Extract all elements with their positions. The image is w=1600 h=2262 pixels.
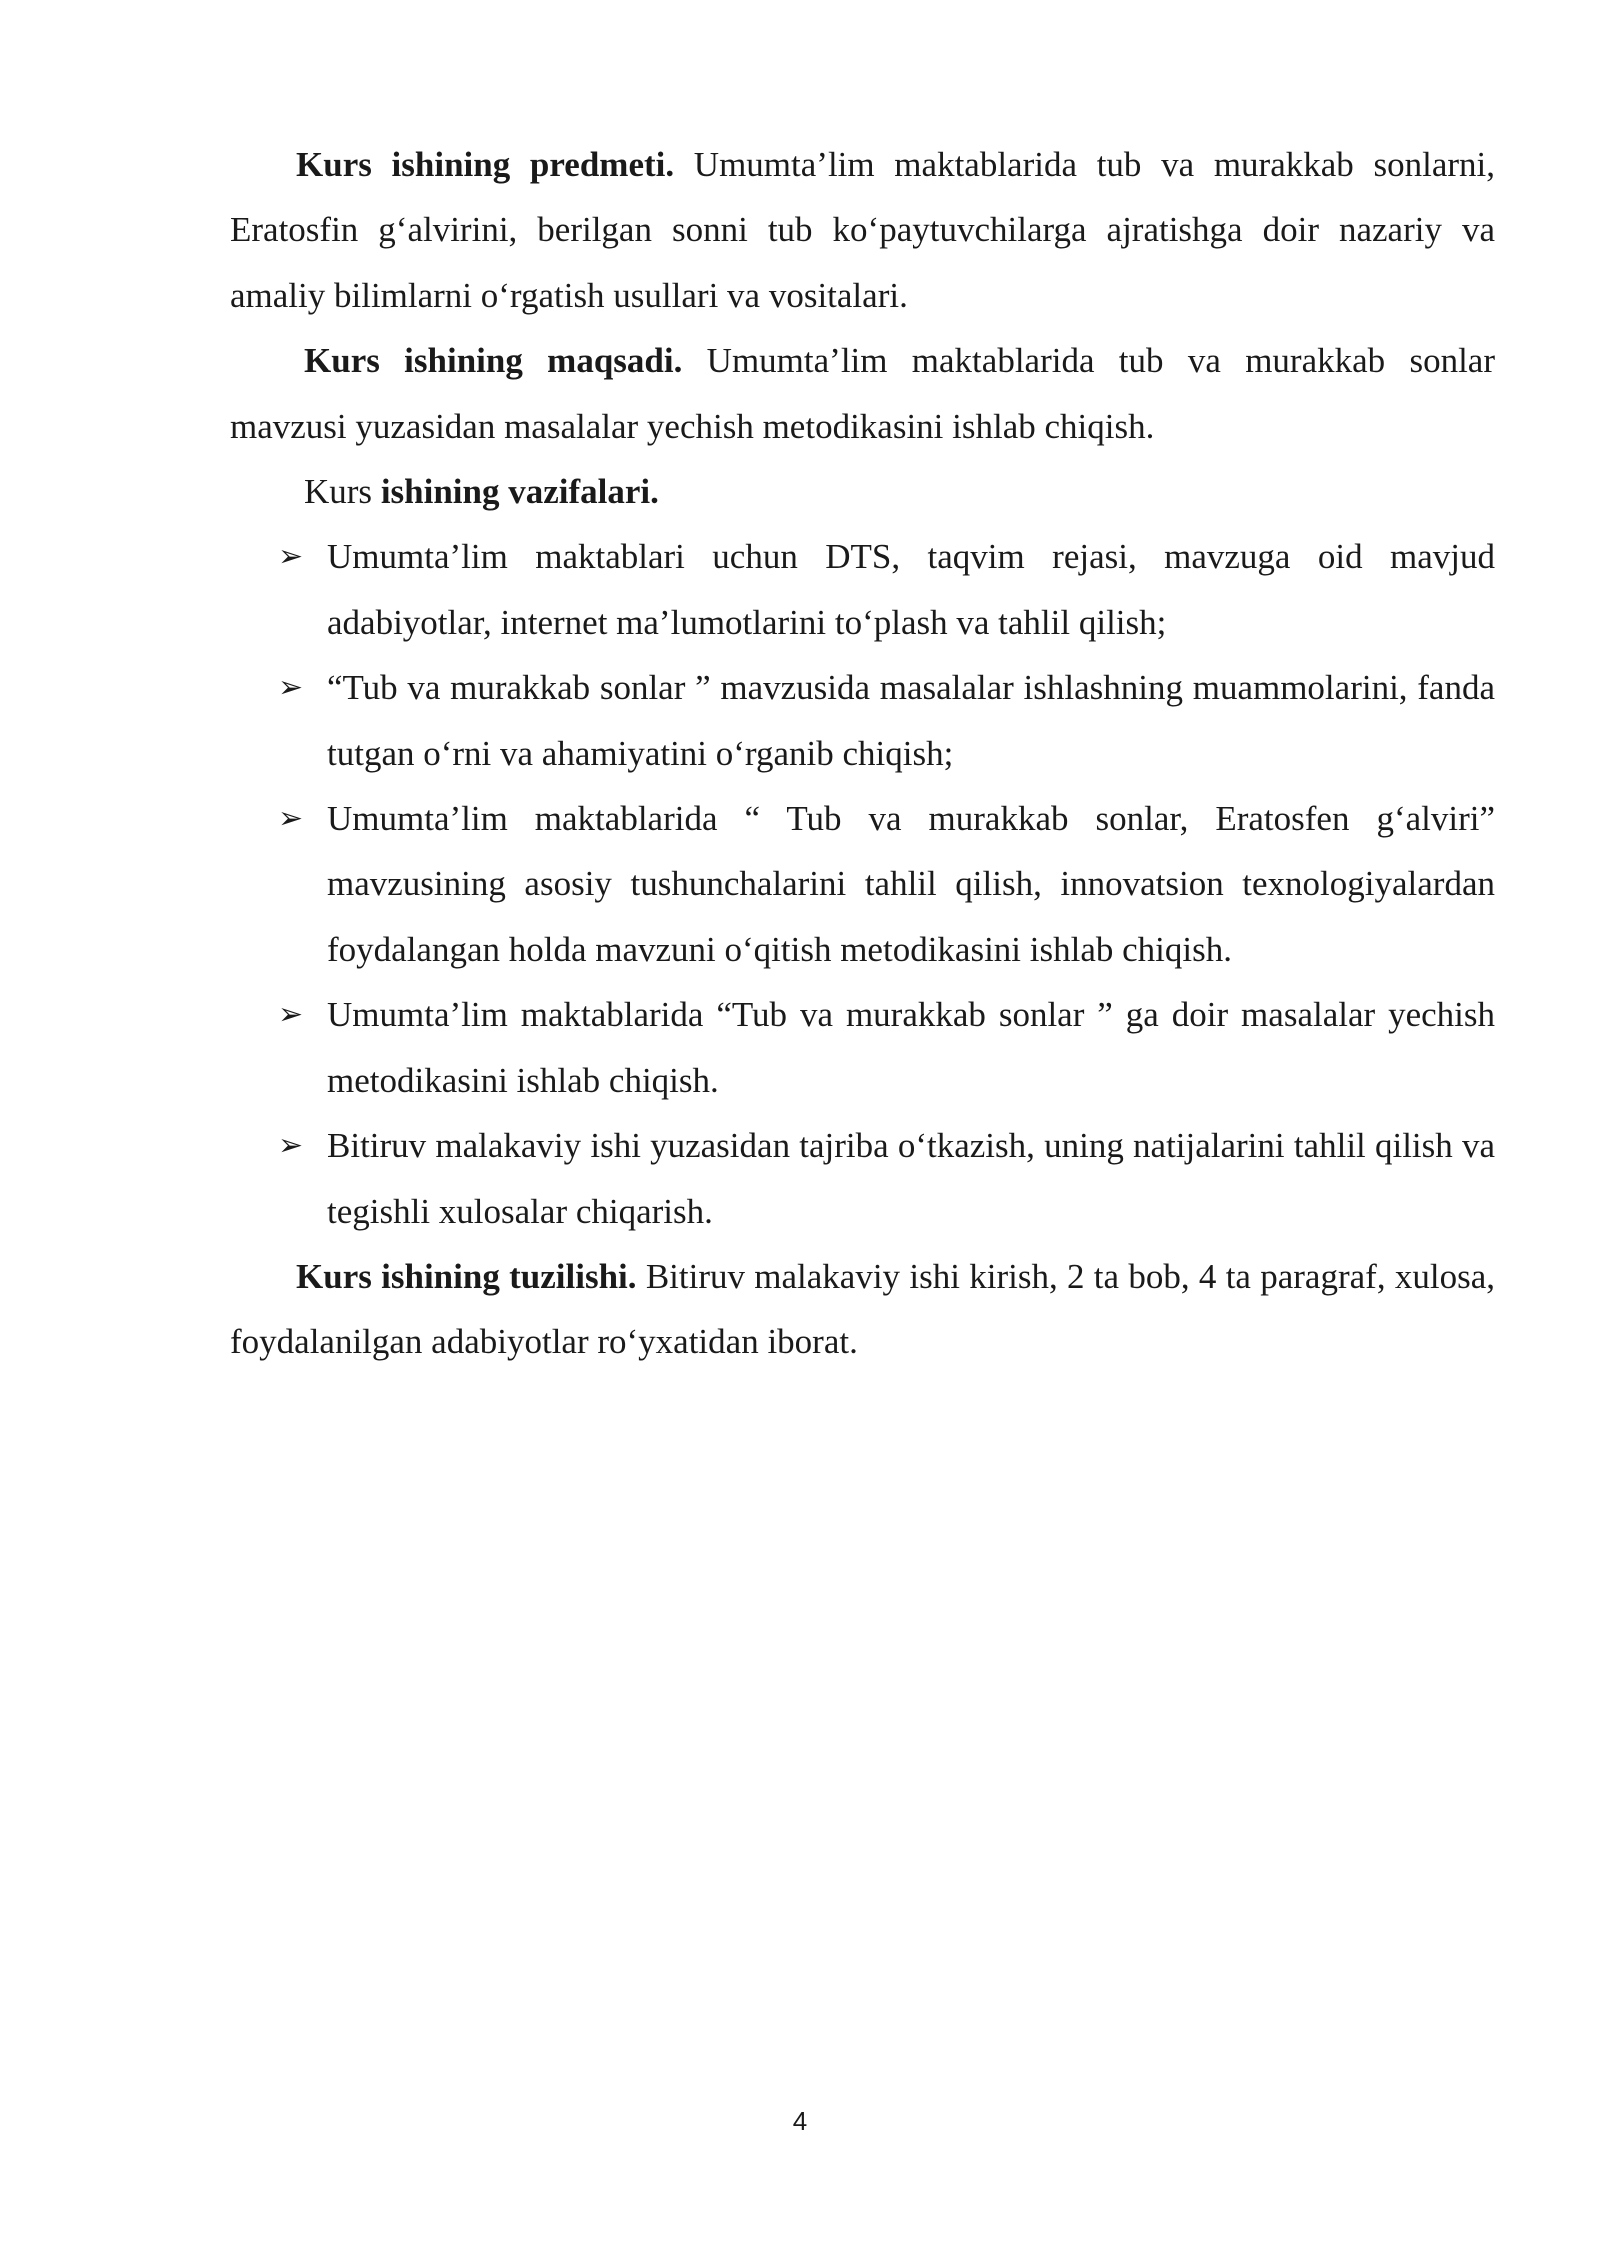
- task-text: Umumta’lim maktablarida “Tub va murakkab sonlar ” ga doir masalalar yechish metodikasini ishlab chiqish.: [327, 995, 1495, 1100]
- arrow-bullet-icon: ➢: [278, 670, 304, 706]
- task-text: Umumta’lim maktablarida “ Tub va murakkab sonlar, Eratosfen g‘alviri” mavzusining asosiy tushunchalarini tahlil qilish, innovatsion texnologiyalardan foydalangan holda mavzuni o‘qitish metodikasini ishlab chiqish.: [327, 799, 1495, 969]
- task-text: “Tub va murakkab sonlar ” mavzusida masalalar ishlashning muammolarini, fanda tutgan o‘rni va ahamiyatini o‘rganib chiqish;: [327, 668, 1495, 773]
- list-item: [230, 1113, 1495, 1244]
- arrow-bullet-icon: ➢: [278, 1128, 304, 1164]
- tasks-heading-plain: Kurs: [304, 472, 381, 512]
- subject-heading: Kurs ishining predmeti.: [296, 145, 675, 184]
- tasks-heading: [230, 459, 1495, 524]
- paragraph-goal: [230, 328, 1495, 459]
- list-item: [230, 524, 1495, 655]
- goal-text: Umumta’lim maktablarida tub va murakkab sonlar mavzusi yuzasidan masalalar yechish metodikasini ishlab chiqish.: [230, 341, 1496, 446]
- subject-text: Umumta’lim maktablarida tub va murakkab sonlarni, Eratosfin g‘alvirini, berilgan sonni tub ko‘paytuvchilarga ajratishga doir nazariy va amaliy bilimlarni o‘rgatish usullari va vositalari.: [230, 145, 1495, 315]
- goal-heading: Kurs ishining maqsadi.: [304, 341, 683, 381]
- structure-heading: Kurs ishining tuzilishi.: [296, 1256, 637, 1296]
- arrow-bullet-icon: ➢: [278, 801, 304, 837]
- structure-text: Bitiruv malakaviy ishi kirish, 2 ta bob, 4 ta paragraf, xulosa, foydalanilgan adabiyotlar ro‘yxatidan iborat.: [230, 1256, 1495, 1362]
- paragraph-subject: [230, 132, 1495, 328]
- list-item: [230, 655, 1495, 786]
- arrow-bullet-icon: ➢: [278, 539, 304, 575]
- document-body: [230, 132, 1495, 1375]
- arrow-bullet-icon: ➢: [278, 997, 304, 1033]
- tasks-list: [230, 524, 1495, 1243]
- list-item: [230, 786, 1495, 982]
- page-number: 4: [792, 2106, 808, 2136]
- paragraph-structure: [230, 1244, 1495, 1375]
- list-item: [230, 982, 1495, 1113]
- task-text: Umumta’lim maktablari uchun DTS, taqvim rejasi, mavzuga oid mavjud adabiyotlar, internet ma’lumotlarini to‘plash va tahlil qilish;: [327, 537, 1495, 642]
- tasks-heading-bold: ishining vazifalari.: [380, 472, 659, 512]
- task-text: Bitiruv malakaviy ishi yuzasidan tajriba o‘tkazish, uning natijalarini tahlil qilish va tegishli xulosalar chiqarish.: [327, 1126, 1495, 1231]
